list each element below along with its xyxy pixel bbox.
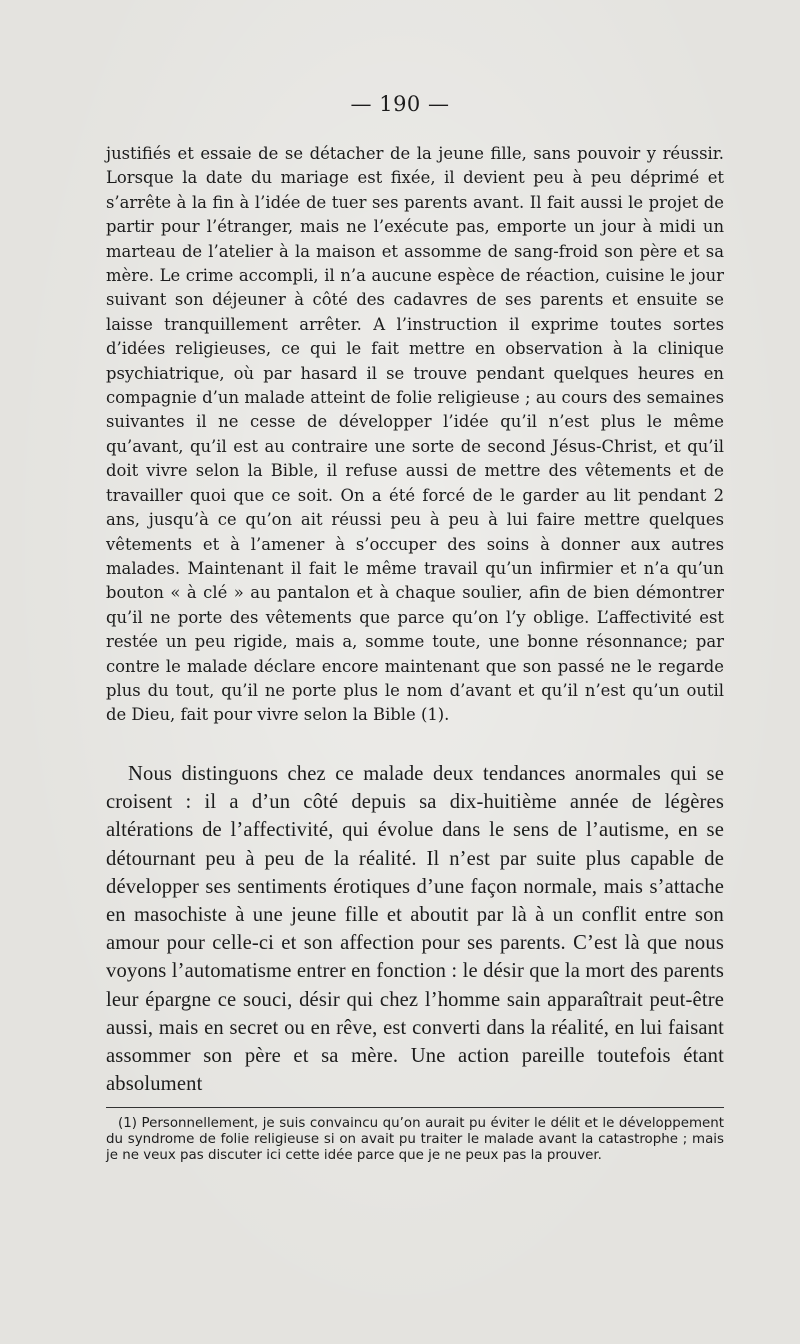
footnote-block <box>106 1116 724 1163</box>
footnote-wrapper <box>106 1116 724 1163</box>
footnote-text: (1) Personnellement, je suis convaincu qu’on aurait pu éviter le délit et le développement du syndrome de folie religieuse si on avait pu traiter le malade avant la catastrophe ; mais je ne veux pas discuter ici cette idée parce que je ne peux pas la prouver. <box>106 1116 724 1163</box>
discussion-paragraph-wrapper <box>106 760 724 1098</box>
footnote-separator <box>106 1107 724 1108</box>
discussion-block <box>106 760 724 1098</box>
case-description-block <box>106 142 724 728</box>
case-paragraph: justifiés et essaie de se détacher de la jeune fille, sans pouvoir y réussir. Lorsque la date du mariage est fixée, il devient peu à peu déprimé et s’arrête à la fin à l’idée de tuer ses parents avant. Il fait aussi le projet de partir pour l’étranger, mais ne l’exécute pas, emporte un jour à midi un marteau de l’atelier à la maison et assomme de sang-froid son père et sa mère. Le crime accompli, il n’a aucune espèce de réaction, cuisine le jour suivant son déjeuner à côté des cadavres de ses parents et ensuite se laisse tranquillement arrêter. A l’instruction il exprime toutes sortes d’idées religieuses, ce qui le fait mettre en observation à la clinique psychiatrique, où par hasard il se trouve pendant quelques heures en compagnie d’un malade atteint de folie religieuse ; au cours des semaines suivantes il ne cesse de développer l’idée qu’il n’est plus le même qu’avant, qu’il est au contraire une sorte de second Jésus-Christ, et qu’il doit vivre selon la Bible, il refuse aussi de mettre des vêtements et de travailler quoi que ce soit. On a été forcé de le garder au lit pendant 2 ans, jusqu’à ce qu’on ait réussi peu à peu à lui faire mettre quelques vêtements et à l’amener à s’occuper des soins à donner aux autres malades. Maintenant il fait le même travail qu’un infirmier et n’a qu’un bouton « à clé » au pantalon et à chaque soulier, afin de bien démontrer qu’il ne porte des vêtements que parce qu’on l’y oblige. L’affectivité est restée un peu rigide, mais a, somme toute, une bonne résonnance; par contre le malade déclare encore maintenant que son passé ne le regarde plus du tout, qu’il ne porte plus le nom d’avant et qu’il n’est qu’un outil de Dieu, fait pour vivre selon la Bible (1). <box>106 144 724 725</box>
discussion-paragraph: Nous distinguons chez ce malade deux tendances anormales qui se croisent : il a d’un côté depuis sa dix-huitième année de légères altérations de l’affectivité, qui évolue dans le sens de l’autisme, en se détournant peu à peu de la réalité. Il n’est par suite plus capable de développer ses sentiments érotiques d’une façon normale, mais s’attache en masochiste à une jeune fille et aboutit par là à un conflit entre son amour pour celle-ci et son affection pour ses parents. C’est là que nous voyons l’automatisme entrer en fonction : le désir que la mort des parents leur épargne ce souci, désir qui chez l’homme sain apparaîtrait peut-être aussi, mais en secret ou en rêve, est converti dans la réalité, en lui faisant assommer son père et sa mère. Une action pareille toutefois étant absolument <box>106 763 724 1096</box>
page-number: — 190 — <box>350 92 450 116</box>
